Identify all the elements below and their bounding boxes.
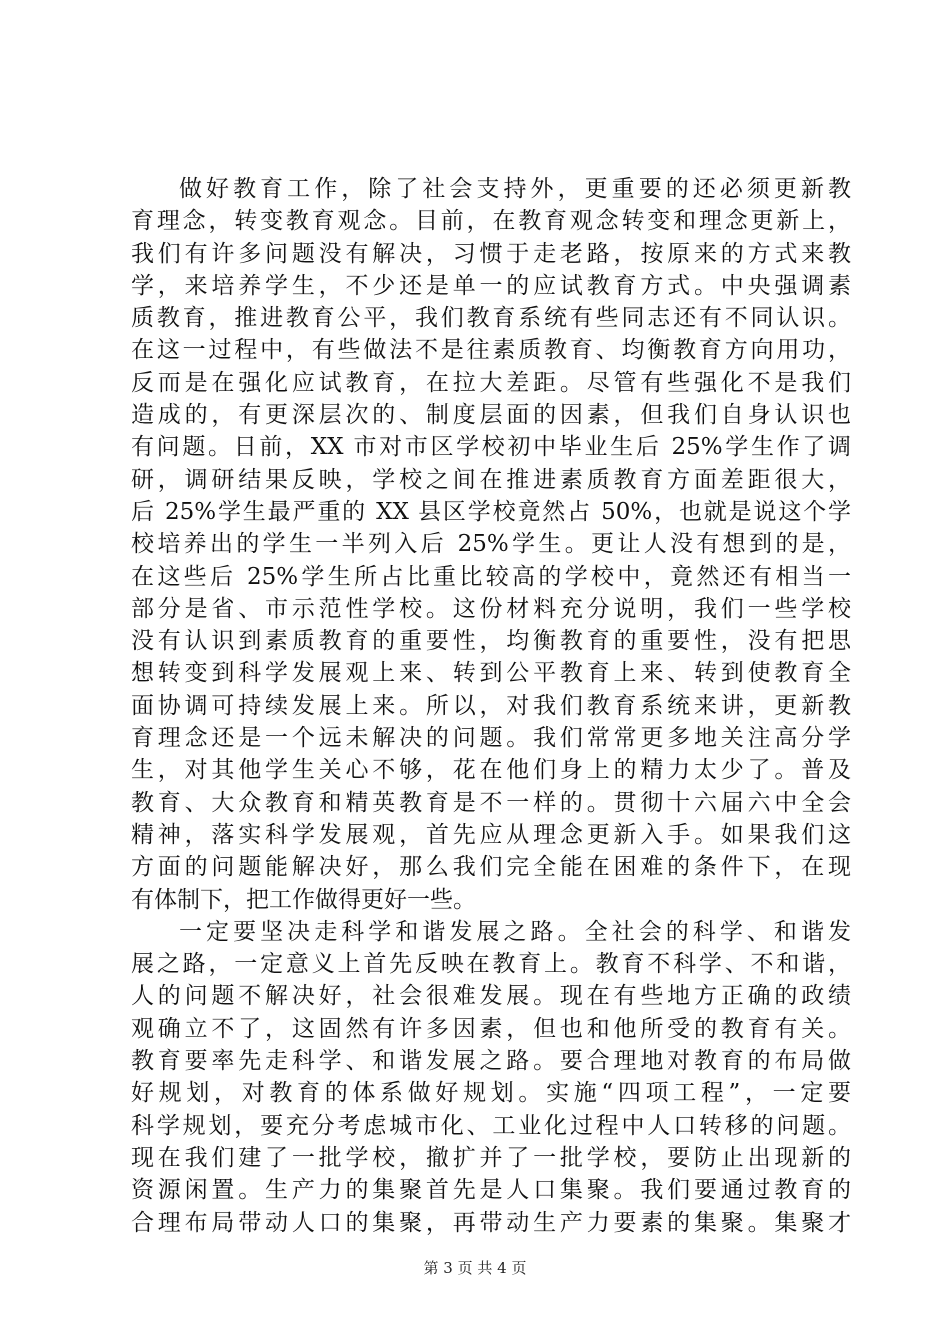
text-line: 有体制下，把工作做得更好一些。: [131, 886, 476, 913]
text-line: 育理念，转变教育观念。目前，在教育观念转变和理念更新上，: [131, 208, 851, 235]
text-line: 校培养出的学生一半列入后 25%学生。更让人没有想到的是，: [131, 531, 851, 558]
text-line: 造成的，有更深层次的、制度层面的因素，但我们自身认识也: [131, 402, 851, 429]
text-line: 质教育，推进教育公平，我们教育系统有些同志还有不同认识。: [131, 305, 851, 332]
text-line: 有问题。日前，XX 市对市区学校初中毕业生后 25%学生作了调: [131, 434, 851, 461]
text-line: 学，来培养学生，不少还是单一的应试教育方式。中央强调素: [131, 272, 851, 299]
text-line: 后 25%学生最严重的 XX 县区学校竟然占 50%，也就是说这个学: [131, 498, 851, 525]
page-number-label: 第 3 页 共 4 页: [423, 1259, 527, 1277]
text-line: 在这一过程中，有些做法不是往素质教育、均衡教育方向用功，: [131, 337, 851, 364]
text-line: 我们有许多问题没有解决，习惯于走老路，按原来的方式来教: [131, 240, 851, 267]
text-line: 部分是省、市示范性学校。这份材料充分说明，我们一些学校: [131, 595, 851, 622]
text-line: 好规划，对教育的体系做好规划。实施“四项工程”，一定要: [131, 1080, 851, 1107]
text-line: 想转变到科学发展观上来、转到公平教育上来、转到使教育全: [131, 660, 851, 687]
text-line: 生，对其他学生关心不够，花在他们身上的精力太少了。普及: [131, 757, 851, 784]
text-line: 科学规划，要充分考虑城市化、工业化过程中人口转移的问题。: [131, 1112, 851, 1139]
text-line: 育理念还是一个远未解决的问题。我们常常更多地关注高分学: [131, 725, 851, 752]
text-line: 观确立不了，这固然有许多因素，但也和他所受的教育有关。: [131, 1015, 851, 1042]
text-line: 面协调可持续发展上来。所以，对我们教育系统来讲，更新教: [131, 692, 851, 719]
text-line: 反而是在强化应试教育，在拉大差距。尽管有些强化不是我们: [131, 369, 851, 396]
text-line: 精神，落实科学发展观，首先应从理念更新入手。如果我们这: [131, 821, 851, 848]
text-line: 一定要坚决走科学和谐发展之路。全社会的科学、和谐发: [179, 918, 851, 945]
text-line: 没有认识到素质教育的重要性，均衡教育的重要性，没有把思: [131, 628, 851, 655]
text-line: 教育要率先走科学、和谐发展之路。要合理地对教育的布局做: [131, 1048, 851, 1075]
text-line: 资源闲置。生产力的集聚首先是人口集聚。我们要通过教育的: [131, 1177, 851, 1204]
body-text: [131, 173, 851, 1239]
text-line: 人的问题不解决好，社会很难发展。现在有些地方正确的政绩: [131, 983, 851, 1010]
text-line: 研，调研结果反映，学校之间在推进素质教育方面差距很大，: [131, 466, 851, 493]
text-line: 教育、大众教育和精英教育是不一样的。贯彻十六届六中全会: [131, 789, 851, 816]
text-line: 现在我们建了一批学校，撤扩并了一批学校，要防止出现新的: [131, 1144, 851, 1171]
text-line: 方面的问题能解决好，那么我们完全能在困难的条件下，在现: [131, 854, 851, 881]
text-line: 展之路，一定意义上首先反映在教育上。教育不科学、不和谐，: [131, 951, 851, 978]
text-line: 在这些后 25%学生所占比重比较高的学校中，竟然还有相当一: [131, 563, 851, 590]
page-footer: [0, 1258, 950, 1278]
text-line: 做好教育工作，除了社会支持外，更重要的还必须更新教: [179, 176, 851, 202]
text-line: 合理布局带动人口的集聚，再带动生产力要素的集聚。集聚才: [131, 1209, 851, 1236]
